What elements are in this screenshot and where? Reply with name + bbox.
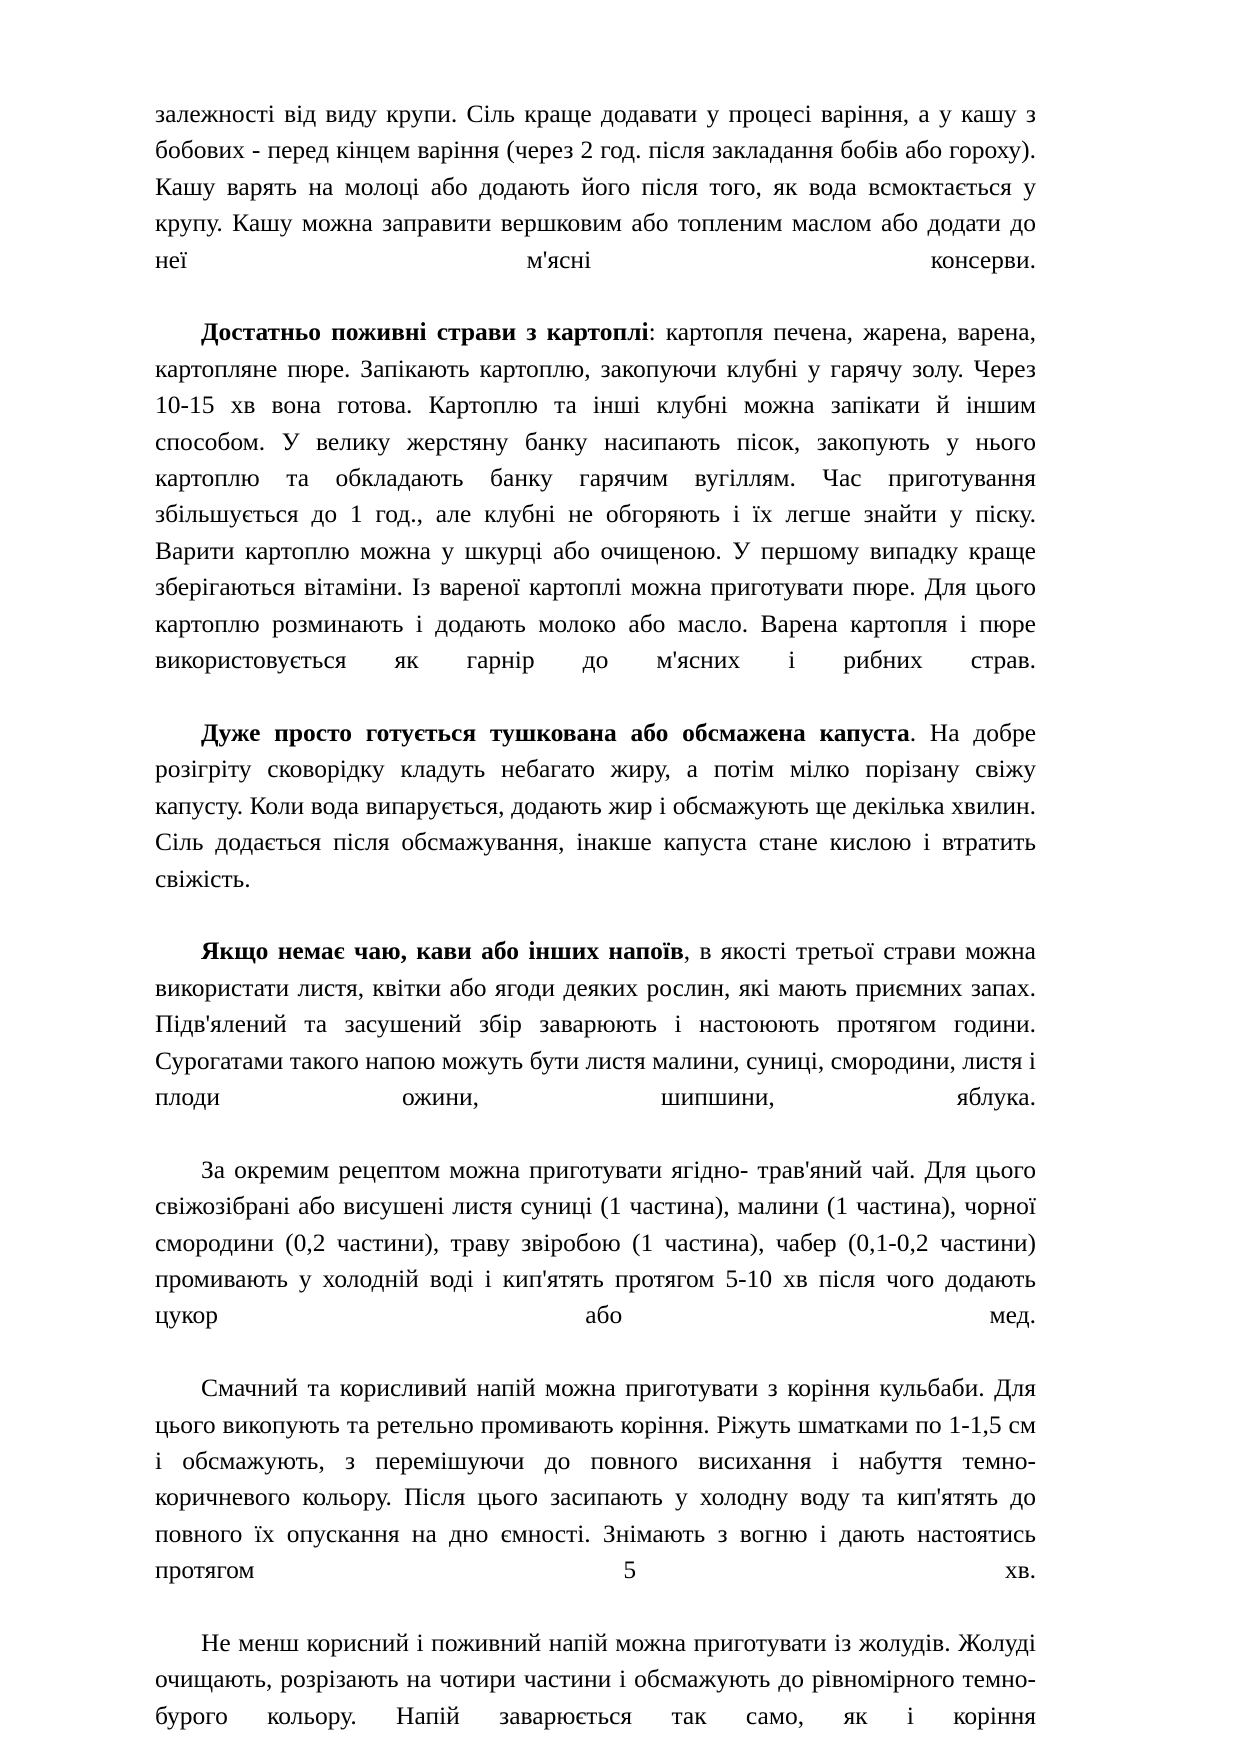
paragraph-body: За окремим рецептом можна приготувати ягідно- трав'яний чай. Для цього свіжозібрані або висушені листя суниці (1 частина), малини (1 частина), чорної смородини (0,2 частини), траву звіробою (1 частина), чабер (0,1-0,2 частини) промивають у холодній воді і кип'ятять протягом 5-10 хв після чого додають цукор або мед. xyxy=(155,1154,1036,1330)
paragraph-dandelion-drink xyxy=(155,1370,1036,1625)
paragraph-acorn-drink xyxy=(155,1625,1036,1755)
paragraph-body: Смачний та корисливий напій можна приготувати з коріння кульбаби. Для цього викопують та ретельно промивають коріння. Ріжуть шматками по 1-1,5 см і обсмажують, з перемішуючи до повного висихання і набуття темно-коричневого кольору. Після цього засипають у холодну воду та кип'ятять до повного їх опускання на дно ємності. Знімають з вогню і дають настоятись протягом 5 хв. xyxy=(155,1373,1036,1585)
paragraph-berry-herbal-tea xyxy=(155,1152,1036,1370)
paragraph-body: . На добре розігріту сковорідку кладуть небагато жиру, а потім мілко порізану свіжу капусту. Коли вода випарується, додають жир і обсмажують ще декілька хвилин. Сіль додається після обсмажування, інакше капуста стане кислою і втратить свіжість. xyxy=(155,717,1037,893)
paragraph-lead-in: Дуже просто готується тушкована або обсмажена капуста xyxy=(201,717,910,747)
paragraph-cabbage-dishes xyxy=(155,715,1036,933)
paragraph-body: залежності від виду крупи. Сіль краще додавати у процесі варіння, а у кашу з бобових - перед кінцем варіння (через 2 год. після закладання бобів або гороху). Кашу варять на молоці або додають його після того, як вода всмоктається у крупу. Кашу можна заправити вершковим або топленим маслом або додати до неї м'ясні консерви. xyxy=(155,99,1036,274)
body-text-column xyxy=(155,96,1036,1755)
paragraph-potato-dishes xyxy=(155,314,1036,714)
paragraph-grain-porridge xyxy=(155,96,1036,314)
paragraph-substitute-drinks xyxy=(155,933,1036,1151)
paragraph-lead-in: Достатньо поживні страви з картоплі xyxy=(201,317,649,347)
paragraph-body: : картопля печена, жарена, варена, картопляне пюре. Запікають картоплю, закопуючи клубні у гарячу золу. Через 10-15 хв вона готова. Картоплю та інші клубні можна запікати й іншим способом. У велику жерстяну банку насипають пісок, закопують у нього картоплю та обкладають банку гарячим вугіллям. Час приготування збільшується до 1 год., але клубні не обгоряють і їх легше знайти у піску. Варити картоплю можна у шкурці або очищеною. У першому випадку краще зберігаються вітаміни. Із вареної картоплі можна приготувати пюре. Для цього картоплю розминають і додають молоко або масло. Варена картопля і пюре використовується як гарнір до м'ясних і рибних страв. xyxy=(155,317,1036,675)
paragraph-body: , в якості третьої страви можна використати листя, квітки або ягоди деяких рослин, які мають приємних запах. Підв'ялений та засушений збір заварюють і настоюють протягом години. Сурогатами такого напою можуть бути листя малини, суниці, смородини, листя і плоди ожини, шипшини, яблука. xyxy=(155,936,1036,1111)
paragraph-lead-in: Якщо немає чаю, кави або інших напоїв xyxy=(201,936,684,966)
paragraph-body: Не менш корисний і поживний напій можна приготувати із жолудів. Жолуді очищають, розрізають на чотири частини і обсмажують до рівномірного темно-бурого кольору. Напій заварюється так само, як і коріння xyxy=(155,1628,1036,1730)
